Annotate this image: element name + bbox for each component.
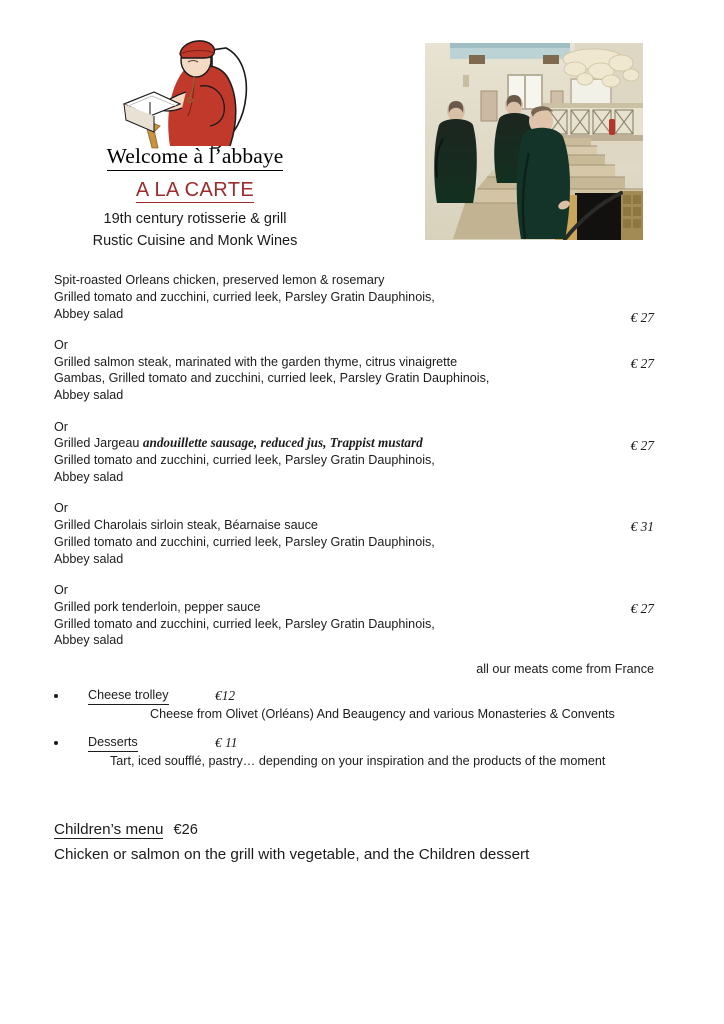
course-price: € 27: [630, 355, 654, 371]
course-or-label: Or: [54, 419, 68, 434]
welcome-title-wrap: [30, 143, 360, 171]
subtitle-line-1: 19th century rotisserie & grill: [103, 211, 287, 227]
children-menu-section: [54, 820, 694, 865]
course-sides: Grilled tomato and zucchini, curried leek, Parsley Gratin Dauphinois,: [54, 616, 435, 631]
extra-price: €12: [215, 688, 236, 703]
course-salad: Abbey salad: [54, 388, 124, 403]
children-menu-description: Chicken or salmon on the grill with vegetable, and the Children dessert: [54, 846, 530, 863]
course-title: Grilled salmon steak, marinated with the garden thyme, citrus vinaigrette: [54, 354, 458, 369]
course-title: Grilled Charolais sirloin steak, Béarnaise sauce: [54, 518, 318, 533]
extra-description: Cheese from Olivet (Orléans) And Beaugency and various Monasteries & Convents: [150, 707, 615, 721]
alacarte-title-wrap: [30, 171, 360, 203]
children-menu-title: Children’s menu: [54, 821, 164, 838]
menu-courses-list: [0, 272, 724, 664]
course-or-label: Or: [54, 582, 68, 597]
course-price: € 27: [630, 310, 654, 325]
title-group: [30, 143, 360, 250]
extra-name: Cheese trolley: [88, 687, 169, 705]
course-salad: Abbey salad: [54, 633, 124, 648]
menu-course: [0, 337, 724, 404]
page-title: Welcome à l’abbaye: [107, 143, 284, 171]
subtitle-line-2: Rustic Cuisine and Monk Wines: [92, 232, 298, 249]
course-salad: Abbey salad: [54, 551, 124, 566]
menu-course: [0, 500, 724, 567]
meats-origin-note: all our meats come from France: [476, 662, 654, 676]
extra-item-cheese: [0, 687, 724, 723]
course-title-line: [54, 435, 624, 452]
course-sides: Grilled tomato and zucchini, curried leek, Parsley Gratin Dauphinois,: [54, 289, 435, 304]
course-price: € 31: [630, 519, 654, 535]
a-la-carte-heading: A LA CARTE: [135, 179, 255, 201]
monk-reading-lectern-logo: [108, 30, 268, 152]
menu-course: [0, 582, 724, 649]
extra-item-desserts: [0, 734, 724, 770]
course-title: Spit-roasted Orleans chicken, preserved lemon & rosemary: [54, 273, 385, 287]
course-price: € 27: [630, 437, 654, 453]
course-salad: Abbey salad: [54, 306, 124, 321]
extras-list: [0, 687, 724, 781]
course-title: Grilled pork tenderloin, pepper sauce: [54, 599, 261, 614]
menu-header: [0, 0, 724, 255]
abbey-staircase-monks-photo: [425, 43, 643, 240]
extra-name: Desserts: [88, 734, 138, 752]
children-menu-price: €26: [173, 822, 198, 838]
extra-price: € 11: [215, 735, 238, 750]
course-sides: Grilled tomato and zucchini, curried leek, Parsley Gratin Dauphinois,: [54, 534, 435, 549]
bullet-icon: [54, 741, 58, 745]
menu-course: [0, 419, 724, 486]
menu-course: [0, 272, 724, 325]
course-salad: Abbey salad: [54, 469, 124, 484]
course-or-label: Or: [54, 501, 68, 516]
course-sides: Gambas, Grilled tomato and zucchini, curried leek, Parsley Gratin Dauphinois,: [54, 371, 490, 386]
course-price: € 27: [630, 600, 654, 616]
course-title-emphasis: andouillette sausage, reduced jus, Trappist mustard: [142, 435, 423, 451]
course-or-label: Or: [54, 337, 68, 352]
extra-description: Tart, iced soufflé, pastry… depending on your inspiration and the products of the moment: [110, 754, 606, 768]
course-title: Grilled Jargeau: [54, 436, 143, 451]
bullet-icon: [54, 694, 58, 698]
course-sides: Grilled tomato and zucchini, curried leek, Parsley Gratin Dauphinois,: [54, 453, 435, 468]
